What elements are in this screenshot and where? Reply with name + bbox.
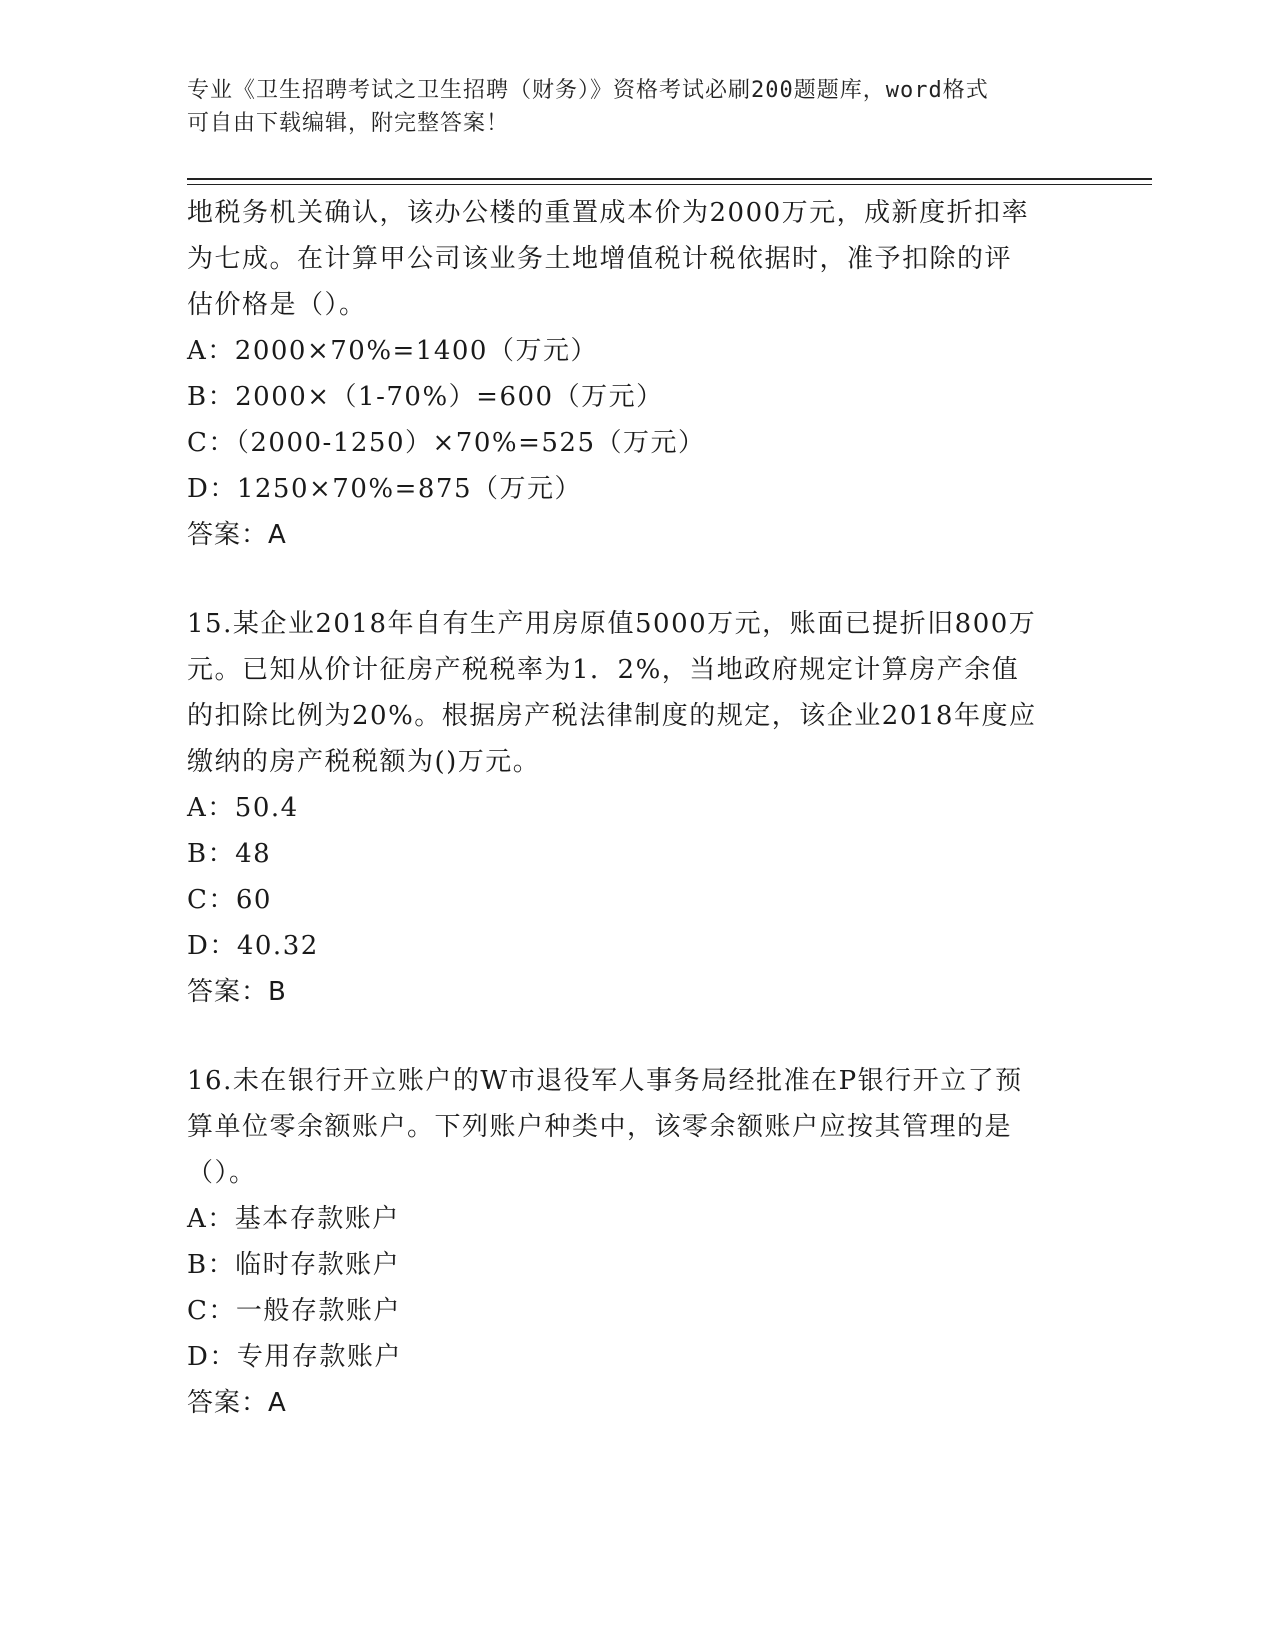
option-c: C：60 xyxy=(187,885,272,915)
document-header xyxy=(187,74,1087,140)
question-spacer xyxy=(187,1015,1087,1058)
question-stem-line: 算单位零余额账户。下列账户种类中，该零余额账户应按其管理的是 xyxy=(187,1112,1013,1142)
option-b: B：临时存款账户 xyxy=(187,1250,401,1280)
option-d: D：专用存款账户 xyxy=(187,1342,402,1372)
question-16 xyxy=(187,1058,1087,1426)
option-a: A：基本存款账户 xyxy=(187,1204,400,1234)
question-stem-line: 地税务机关确认，该办公楼的重置成本价为2000万元，成新度折扣率 xyxy=(187,198,1030,228)
header-divider-thin xyxy=(187,184,1152,185)
option-c: C：（2000-1250）×70%=525（万元） xyxy=(187,428,706,458)
option-c: C：一般存款账户 xyxy=(187,1296,401,1326)
question-stem-line: 估价格是（）。 xyxy=(187,290,367,320)
question-stem-line: 元。已知从价计征房产税税率为1．2%，当地政府规定计算房产余值 xyxy=(187,655,1020,685)
question-14 xyxy=(187,190,1087,558)
document-body xyxy=(187,190,1087,1426)
answer-line: 答案：A xyxy=(187,1388,287,1418)
option-d: D：1250×70%=875（万元） xyxy=(187,474,582,504)
question-stem-line: 为七成。在计算甲公司该业务土地增值税计税依据时，准予扣除的评 xyxy=(187,244,1013,274)
header-line-1: 专业《卫生招聘考试之卫生招聘（财务）》资格考试必刷200题题库，word格式 xyxy=(187,78,989,103)
option-a: A：2000×70%=1400（万元） xyxy=(187,336,598,366)
question-stem-line: 16.未在银行开立账户的W市退役军人事务局经批准在P银行开立了预 xyxy=(187,1066,1023,1096)
question-15 xyxy=(187,601,1087,1015)
option-b: B：2000×（1-70%）=600（万元） xyxy=(187,382,664,412)
option-a: A：50.4 xyxy=(187,793,299,823)
option-d: D：40.32 xyxy=(187,931,319,961)
question-stem-line: 缴纳的房产税税额为()万元。 xyxy=(187,747,541,777)
option-b: B：48 xyxy=(187,839,272,869)
answer-line: 答案：B xyxy=(187,977,287,1007)
question-stem-line: （）。 xyxy=(187,1158,257,1188)
header-line-2: 可自由下载编辑，附完整答案！ xyxy=(187,111,510,136)
answer-line: 答案：A xyxy=(187,520,287,550)
question-stem-line: 的扣除比例为20%。根据房产税法律制度的规定，该企业2018年度应 xyxy=(187,701,1037,731)
header-divider-thick xyxy=(187,178,1152,180)
question-stem-line: 15.某企业2018年自有生产用房原值5000万元，账面已提折旧800万 xyxy=(187,609,1037,639)
question-spacer xyxy=(187,558,1087,601)
